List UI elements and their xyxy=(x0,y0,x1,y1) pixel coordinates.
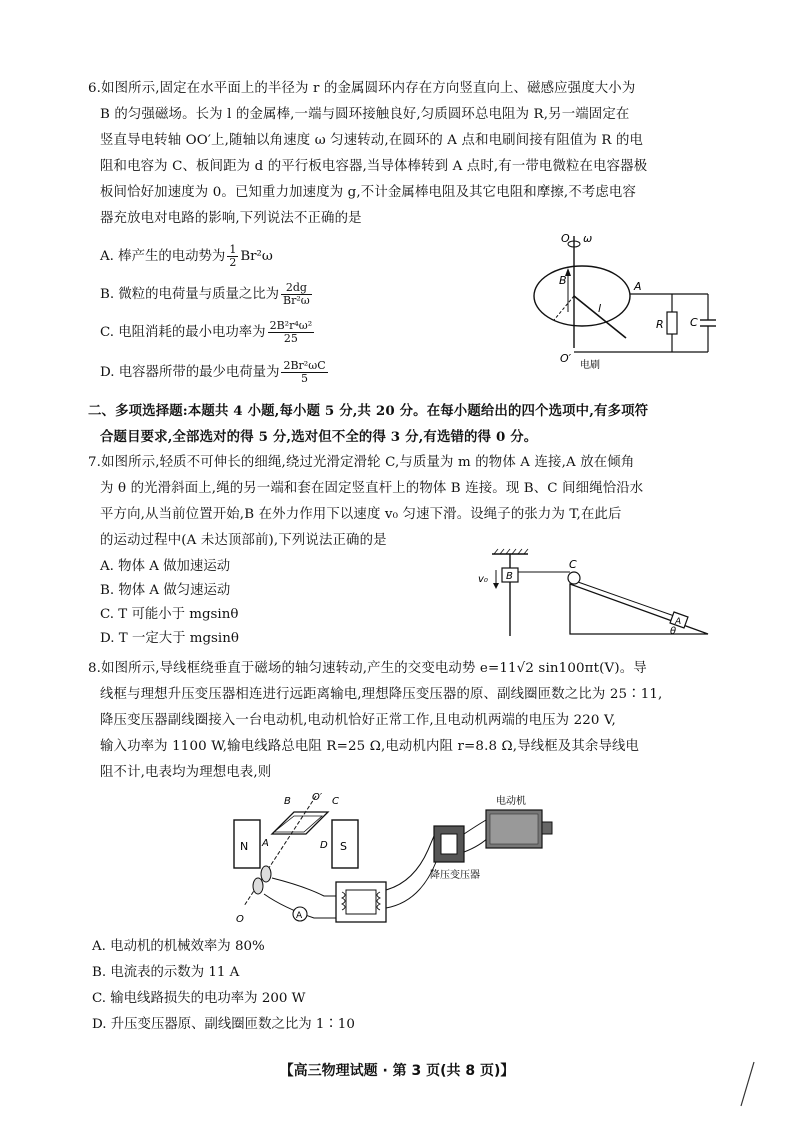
label-a: A xyxy=(675,617,682,627)
q6-option-b xyxy=(100,282,314,307)
q6-line-6: 器充放电对电路的影响,下列说法不正确的是 xyxy=(100,211,362,226)
label-brush: 电刷 xyxy=(580,360,600,371)
q8-line-5: 阻不计,电表均为理想电表,则 xyxy=(100,765,272,780)
dashed-radius xyxy=(554,296,574,320)
q8-line-1: 8.如图所示,导线框绕垂直于磁场的轴匀速转动,产生的交变电动势 e=11√2 sin100πt(V)。导 xyxy=(88,661,647,676)
q6-option-b-text: B. 微粒的电荷量与质量之比为 xyxy=(100,287,280,302)
q8-option-b: B. 电流表的示数为 11 A xyxy=(92,965,240,980)
label-ammeter: A xyxy=(296,911,303,921)
motor-body xyxy=(490,814,538,844)
q7-line-4: 的运动过程中(A 未达顶部前),下列说法正确的是 xyxy=(100,533,387,548)
label-motor: 电动机 xyxy=(496,796,526,807)
q6-option-b-fraction xyxy=(281,282,312,307)
q8-option-a: A. 电动机的机械效率为 80% xyxy=(92,939,265,954)
q8-line-3: 降压变压器副线圈接入一台电动机,电动机恰好正常工作,且电动机两端的电压为 220 V, xyxy=(100,713,616,728)
label-c: C xyxy=(690,316,698,329)
slip-ring-2 xyxy=(261,866,271,882)
q6-option-d-text: D. 电容器所带的最少电荷量为 xyxy=(100,365,280,380)
q7-figure xyxy=(474,548,714,640)
slip-ring-1 xyxy=(253,878,263,894)
ceiling-hatch xyxy=(494,549,528,554)
label-d: D xyxy=(320,840,328,851)
fraction-numerator: 2dg xyxy=(281,282,312,295)
label-o-prime: O′ xyxy=(312,792,323,803)
step-down-core xyxy=(441,834,457,854)
q6-option-d-fraction xyxy=(281,360,327,385)
page-footer: 【高三物理试题 · 第 3 页(共 8 页)】 xyxy=(279,1063,515,1079)
motor-shaft xyxy=(542,822,552,834)
label-s: S xyxy=(340,840,347,853)
label-l: l xyxy=(598,302,602,315)
string-ca xyxy=(578,582,680,618)
q6-option-c xyxy=(100,320,316,345)
label-a: A xyxy=(262,838,269,849)
incline xyxy=(570,584,708,634)
label-o: O xyxy=(561,232,570,245)
q7-option-a: A. 物体 A 做加速运动 xyxy=(100,559,231,574)
q6-option-a xyxy=(100,244,273,269)
label-theta: θ xyxy=(670,626,677,637)
q6-option-c-fraction xyxy=(268,320,315,345)
label-c: C xyxy=(569,558,577,571)
q6-figure xyxy=(530,228,730,376)
q7-option-b: B. 物体 A 做匀速运动 xyxy=(100,583,231,598)
section-2-line-1: 二、多项选择题:本题共 4 小题,每小题 5 分,共 20 分。在每小题给出的四个选项中,有多项符 xyxy=(88,403,649,419)
q8-line-2: 线框与理想升压变压器相连进行远距离输电,理想降压变压器的原、副线圈匝数之比为 25∶11, xyxy=(100,687,663,702)
transmission-line-2 xyxy=(386,862,436,908)
fraction-denominator: 5 xyxy=(301,372,309,385)
label-a: A xyxy=(634,280,642,293)
q6-option-c-text: C. 电阻消耗的最小电功率为 xyxy=(100,325,266,340)
label-o: O xyxy=(236,914,244,925)
step-up-core xyxy=(346,890,376,914)
fraction-numerator: 2B²r⁴ω² xyxy=(269,319,313,332)
arrow-head-icon xyxy=(493,583,499,589)
section-2-line-2: 合题目要求,全部选对的得 5 分,选对但不全的得 3 分,有选错的得 0 分。 xyxy=(100,429,538,445)
fraction-denominator: 25 xyxy=(283,332,298,345)
label-v0: v₀ xyxy=(478,574,488,585)
q8-line-4: 输入功率为 1100 W,输电线路总电阻 R=25 Ω,电动机内阻 r=8.8 Ω,导线框及其余导线电 xyxy=(100,739,640,754)
q7-line-2: 为 θ 的光滑斜面上,绳的另一端和套在固定竖直杆上的物体 B 连接。现 B、C 间细绳恰沿水 xyxy=(100,481,644,496)
q8-figure xyxy=(224,790,568,928)
label-step-down: 降压变压器 xyxy=(430,870,480,881)
q6-line-5: 板间恰好加速度为 0。已知重力加速度为 g,不计金属棒电阻及其它电阻和摩擦,不考虑电容 xyxy=(100,185,637,200)
label-b: B xyxy=(284,796,291,807)
q6-option-a-text: A. 棒产生的电动势为 xyxy=(100,249,226,264)
motor-wire-1 xyxy=(464,820,486,834)
fraction-numerator: 2Br²ωC xyxy=(283,359,326,372)
pen-mark xyxy=(738,1060,758,1110)
label-n: N xyxy=(240,840,249,853)
label-r: R xyxy=(656,318,664,331)
wire-upper xyxy=(272,878,336,896)
wire-frame xyxy=(272,812,328,834)
q7-line-1: 7.如图所示,轻质不可伸长的细绳,绕过光滑定滑轮 C,与质量为 m 的物体 A 连接,A 放在倾角 xyxy=(88,455,635,470)
resistor-r xyxy=(667,312,677,334)
fraction-denominator: Br²ω xyxy=(283,294,310,307)
q6-option-a-suffix: Br²ω xyxy=(240,249,273,264)
fraction-denominator: 2 xyxy=(229,256,237,269)
label-omega: ω xyxy=(583,232,593,245)
transmission-line-1 xyxy=(386,836,434,890)
q6-option-d xyxy=(100,360,330,385)
q6-option-a-fraction xyxy=(227,244,238,269)
label-b: B xyxy=(559,274,567,287)
q6-line-1: 6.如图所示,固定在水平面上的半径为 r 的金属圆环内存在方向竖直向上、磁感应强度大小为 xyxy=(88,81,636,96)
q6-line-4: 阻和电容为 C、板间距为 d 的平行板电容器,当导体棒转到 A 点时,有一带电微粒在电容器极 xyxy=(100,159,648,174)
q7-option-d: D. T 一定大于 mgsinθ xyxy=(100,631,239,646)
label-b: B xyxy=(506,571,513,582)
q6-line-3: 竖直导电转轴 OO′上,随轴以角速度 ω 匀速转动,在圆环的 A 点和电刷间接有阻值为 R 的电 xyxy=(100,133,644,148)
q8-option-c: C. 输电线路损失的电功率为 200 W xyxy=(92,991,306,1006)
q7-option-c: C. T 可能小于 mgsinθ xyxy=(100,607,239,622)
label-o-prime: O′ xyxy=(560,352,572,365)
fraction-numerator: 1 xyxy=(229,243,237,256)
label-c: C xyxy=(332,796,339,807)
q7-line-3: 平方向,从当前位置开始,B 在外力作用下以速度 v₀ 匀速下滑。设绳子的张力为 T,在此后 xyxy=(100,507,622,522)
q8-option-d: D. 升压变压器原、副线圈匝数之比为 1∶10 xyxy=(92,1017,355,1032)
q6-line-2: B 的匀强磁场。长为 l 的金属棒,一端与圆环接触良好,匀质圆环总电阻为 R,另一端固定在 xyxy=(100,107,630,122)
metal-ring xyxy=(534,266,630,326)
